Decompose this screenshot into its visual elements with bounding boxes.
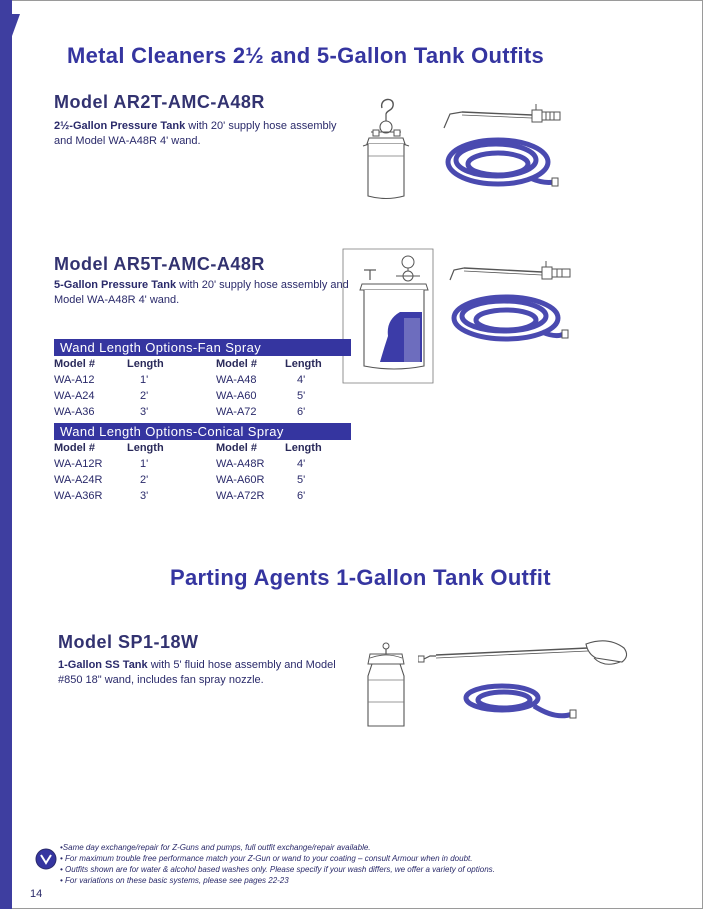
table-cell: WA-A48R xyxy=(216,458,265,470)
table-cell: WA-A24R xyxy=(54,474,103,486)
table-cell: WA-A36 xyxy=(54,406,95,418)
footnote: • For variations on these basic systems, please see pages 22-23 xyxy=(60,876,289,885)
column-header: Model # xyxy=(216,358,257,370)
model1-tank-name: 2½-Gallon Pressure Tank xyxy=(54,120,186,132)
table-row xyxy=(54,404,351,420)
column-header: Length xyxy=(127,442,164,454)
table-cell: 4' xyxy=(297,458,306,470)
table-cell: WA-A48 xyxy=(216,374,257,386)
model2-description-text: with 20' supply hose assembly and Model WA-A48R 4' wand. xyxy=(54,279,349,306)
supply-hose-coil-illustration-1 xyxy=(440,132,560,200)
fan-spray-table-title: Wand Length Options-Fan Spray xyxy=(54,339,351,356)
table-cell: 3' xyxy=(140,406,149,418)
column-header: Model # xyxy=(54,442,95,454)
model3-tank-name: 1-Gallon SS Tank xyxy=(58,659,148,671)
table-cell: 1' xyxy=(140,374,149,386)
table-cell: 6' xyxy=(297,490,306,502)
armour-logo-icon xyxy=(35,848,57,870)
model3-title: Model SP1-18W xyxy=(58,632,199,652)
table-row xyxy=(54,456,351,472)
table-header-row xyxy=(54,356,351,372)
footnotes xyxy=(60,842,495,886)
left-accent-notch xyxy=(12,14,20,36)
column-header: Length xyxy=(127,358,164,370)
model1-description-text: with 20' supply hose assembly and Model WA-A48R 4' wand. xyxy=(54,120,337,147)
footnote: • For maximum trouble free performance match your Z-Gun or wand to your coating – consult Armour when in doubt. xyxy=(60,854,473,863)
model2-tank-name: 5-Gallon Pressure Tank xyxy=(54,279,177,291)
footnote: •Same day exchange/repair for Z-Guns and pumps, full outfit exchange/repair available. xyxy=(60,843,371,852)
column-header: Length xyxy=(285,358,322,370)
left-accent-bar xyxy=(0,0,12,909)
table-cell: 6' xyxy=(297,406,306,418)
table-row xyxy=(54,372,351,388)
table-cell: 3' xyxy=(140,490,149,502)
fan-spray-table xyxy=(54,339,351,420)
table-cell: WA-A24 xyxy=(54,390,95,402)
table-cell: 2' xyxy=(140,474,149,486)
fluid-hose-coil-illustration xyxy=(460,680,580,728)
column-header: Length xyxy=(285,442,322,454)
table-cell: 2' xyxy=(140,390,149,402)
section2-title: Parting Agents 1-Gallon Tank Outfit xyxy=(170,565,551,590)
wand-850-illustration xyxy=(418,634,633,674)
model1-description xyxy=(54,119,354,149)
model3-description-text: with 5' fluid hose assembly and Model #850 18" wand, includes fan spray nozzle. xyxy=(58,659,336,686)
model2-description xyxy=(54,278,354,308)
conical-spray-table xyxy=(54,423,351,504)
table-row xyxy=(54,472,351,488)
footnote: • Outfits shown are for water & alcohol based washes only. Please specify if your wash differs, we offer a variety of options. xyxy=(60,865,495,874)
ss-tank-1-gallon-illustration xyxy=(356,640,418,732)
table-cell: 1' xyxy=(140,458,149,470)
column-header: Model # xyxy=(216,442,257,454)
table-cell: WA-A60R xyxy=(216,474,265,486)
page-number: 14 xyxy=(30,888,43,900)
table-cell: 5' xyxy=(297,474,306,486)
conical-spray-table-title: Wand Length Options-Conical Spray xyxy=(54,423,351,440)
pressure-tank-5-gallon-illustration xyxy=(342,248,434,384)
table-cell: WA-A12R xyxy=(54,458,103,470)
model2-title: Model AR5T-AMC-A48R xyxy=(54,254,265,274)
main-title: Metal Cleaners 2½ and 5-Gallon Tank Outfits xyxy=(67,43,545,68)
table-cell: WA-A60 xyxy=(216,390,257,402)
table-cell: 4' xyxy=(297,374,306,386)
wand-illustration-1 xyxy=(440,100,565,132)
table-cell: 5' xyxy=(297,390,306,402)
table-header-row xyxy=(54,440,351,456)
table-cell: WA-A36R xyxy=(54,490,103,502)
table-row xyxy=(54,488,351,504)
table-cell: WA-A12 xyxy=(54,374,95,386)
wand-illustration-2 xyxy=(446,258,574,286)
pressure-tank-2-5-gallon-illustration xyxy=(355,94,417,202)
table-cell: WA-A72 xyxy=(216,406,257,418)
model1-title: Model AR2T-AMC-A48R xyxy=(54,92,265,112)
supply-hose-coil-illustration-2 xyxy=(446,290,571,354)
model3-description xyxy=(58,658,348,688)
column-header: Model # xyxy=(54,358,95,370)
table-cell: WA-A72R xyxy=(216,490,265,502)
table-row xyxy=(54,388,351,404)
